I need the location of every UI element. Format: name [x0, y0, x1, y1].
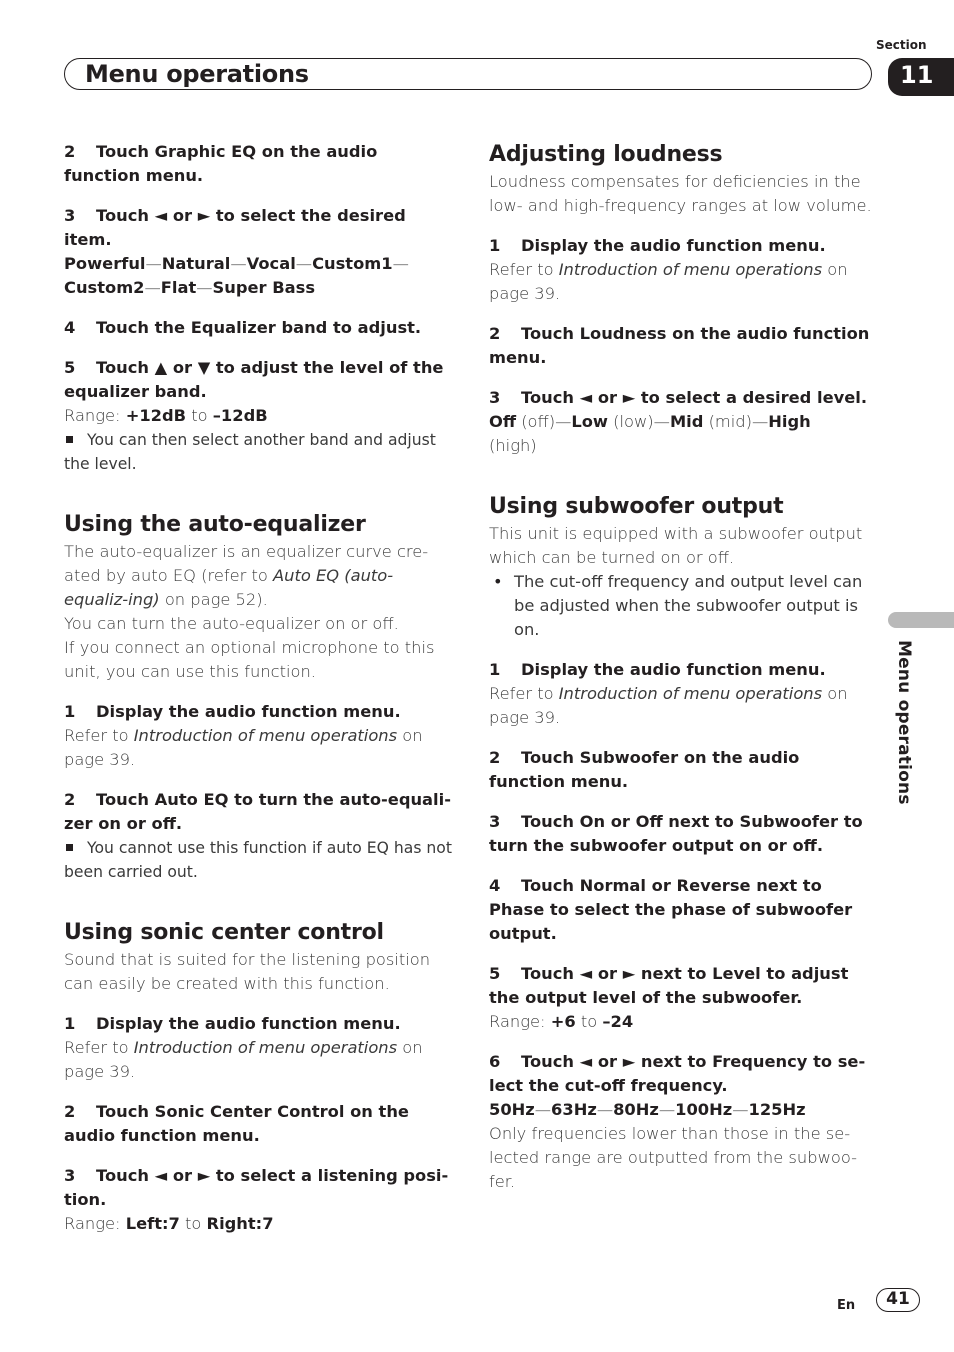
- step: 1 Display the audio function menu.: [489, 660, 826, 679]
- section-number: 11: [900, 61, 934, 89]
- paragraph: Sound that is suited for the listening position can easily be created with this function.: [64, 950, 431, 993]
- loudness-levels: Off (off)—Low (low)—Mid (mid)—High (high): [489, 412, 811, 455]
- reference: Refer to Introduction of menu operations on page 39.: [64, 726, 423, 769]
- right-column: [489, 140, 879, 1194]
- eq-range: Range: +12dB to –12dB: [64, 406, 268, 425]
- sonic-range: Range: Left:7 to Right:7: [64, 1214, 274, 1233]
- step: 5 Touch ▲ or ▼ to adjust the level of the equalizer band.: [64, 358, 444, 401]
- language-label: En: [837, 1298, 856, 1313]
- note: You can then select another band and adjust the level.: [64, 431, 436, 473]
- reference: Refer to Introduction of menu operations on page 39.: [489, 260, 848, 303]
- step: 1 Display the audio function menu.: [64, 1014, 401, 1033]
- page-title: Menu operations: [85, 60, 309, 88]
- step: 4 Touch the Equalizer band to adjust.: [64, 318, 422, 337]
- section-label: Section: [876, 38, 927, 52]
- step: 3 Touch ◄ or ► to select a desired level.: [489, 388, 868, 407]
- reference: Refer to Introduction of menu operations on page 39.: [489, 684, 848, 727]
- bullet-item: • The cut-off frequency and output level can be adjusted when the subwoofer output is on.: [493, 572, 863, 639]
- step: 2 Touch Loudness on the audio function menu.: [489, 324, 870, 367]
- step: 3 Touch ◄ or ► to select the desired item.: [64, 206, 406, 249]
- side-section-label: Menu operations: [894, 640, 914, 805]
- section-heading: Using subwoofer output: [489, 494, 784, 519]
- level-range: Range: +6 to –24: [489, 1012, 634, 1031]
- paragraph: This unit is equipped with a subwoofer output which can be turned on or off.: [489, 524, 863, 567]
- note-square-icon: [66, 436, 73, 443]
- frequency-list: 50Hz—63Hz—80Hz—100Hz—125Hz: [489, 1100, 806, 1119]
- paragraph: Only frequencies lower than those in the se-lected range are outputted from the subwoo-fer.: [489, 1124, 857, 1191]
- page-number: 41: [876, 1288, 920, 1312]
- note: You cannot use this function if auto EQ has not been carried out.: [64, 839, 452, 881]
- step: 3 Touch ◄ or ► to select a listening posi-tion.: [64, 1166, 449, 1209]
- step: 3 Touch On or Off next to Subwoofer to turn the subwoofer output on or off.: [489, 812, 863, 855]
- step: 2 Touch Graphic EQ on the audio function menu.: [64, 142, 378, 185]
- step: 2 Touch Sonic Center Control on the audio function menu.: [64, 1102, 409, 1145]
- step: 4 Touch Normal or Reverse next to Phase to select the phase of subwoofer output.: [489, 876, 853, 943]
- side-tab-marker: [888, 612, 954, 628]
- section-heading: Using the auto-equalizer: [64, 512, 366, 537]
- paragraph: Loudness compensates for deficiencies in the low- and high-frequency ranges at low volume.: [489, 172, 872, 215]
- left-column: [64, 140, 454, 1236]
- step: 5 Touch ◄ or ► next to Level to adjust the output level of the subwoofer.: [489, 964, 849, 1007]
- section-heading: Adjusting loudness: [489, 142, 723, 167]
- section-heading: Using sonic center control: [64, 920, 384, 945]
- paragraph: The auto-equalizer is an equalizer curve cre-ated by auto EQ (refer to Auto EQ (auto-equaliz-ing) on page 52).: [64, 542, 429, 609]
- eq-preset-list: Powerful—Natural—Vocal—Custom1— Custom2—Flat—Super Bass: [64, 254, 409, 297]
- step: 1 Display the audio function menu.: [64, 702, 401, 721]
- step: 1 Display the audio function menu.: [489, 236, 826, 255]
- note-square-icon: [66, 844, 73, 851]
- bullet-dot-icon: •: [493, 572, 503, 591]
- section-number-tab: [888, 58, 954, 96]
- paragraph: If you connect an optional microphone to this unit, you can use this function.: [64, 638, 435, 681]
- paragraph: You can turn the auto-equalizer on or off.: [64, 614, 399, 633]
- page-title-bar: [64, 58, 872, 90]
- reference: Refer to Introduction of menu operations on page 39.: [64, 1038, 423, 1081]
- step: 2 Touch Subwoofer on the audio function menu.: [489, 748, 800, 791]
- step: 2 Touch Auto EQ to turn the auto-equali-zer on or off.: [64, 790, 451, 833]
- step: 6 Touch ◄ or ► next to Frequency to se-lect the cut-off frequency.: [489, 1052, 866, 1095]
